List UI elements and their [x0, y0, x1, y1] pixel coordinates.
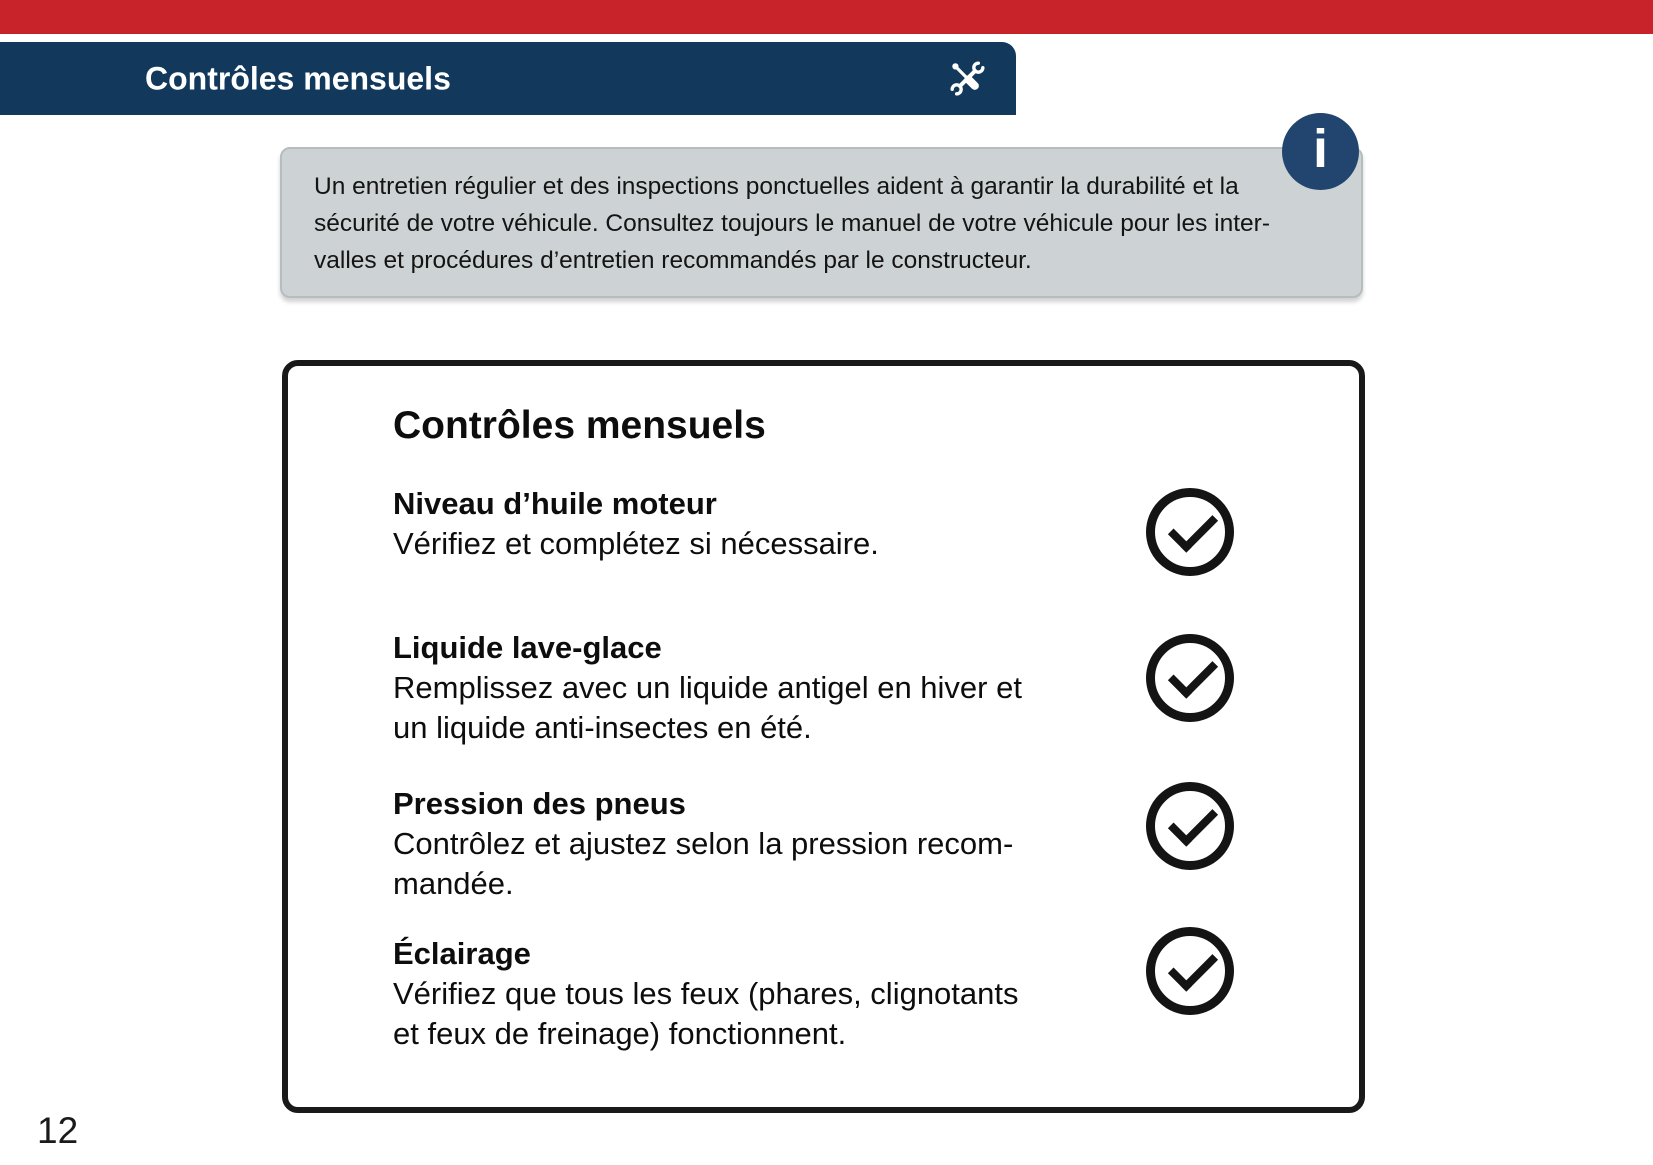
- top-accent-bar: [0, 0, 1653, 34]
- checklist-item-desc: Vérifiez et complétez si nécessaire.: [393, 526, 879, 561]
- checklist-title: Contrôles mensuels: [393, 404, 766, 447]
- checklist-item-desc: un liquide anti-insectes en été.: [393, 710, 812, 745]
- checkmark-icon: [1168, 941, 1218, 991]
- checklist-item-desc: Vérifiez que tous les feux (phares, clignotants: [393, 976, 1019, 1011]
- info-icon: [1282, 113, 1359, 190]
- checklist-item-desc: et feux de freinage) fonctionnent.: [393, 1016, 847, 1051]
- checklist-item: [393, 934, 1113, 1054]
- checklist-item-desc: mandée.: [393, 866, 514, 901]
- checklist-item: [393, 484, 1113, 564]
- screwdriver-wrench-icon: [945, 56, 990, 101]
- checklist-item-desc: Remplissez avec un liquide antigel en hiver et: [393, 670, 1022, 705]
- checkmark-icon: [1168, 796, 1218, 846]
- checklist-item-desc: Contrôlez et ajustez selon la pression recom-: [393, 826, 1014, 861]
- info-icon-letter: i: [1312, 119, 1328, 179]
- check-circle-icon: [1146, 634, 1234, 722]
- checklist-item-title: Éclairage: [393, 936, 531, 971]
- checklist-card: [282, 360, 1365, 1113]
- info-note-line: valles et procédures d’entretien recommandés par le constructeur.: [314, 247, 1032, 274]
- info-note: [280, 147, 1363, 298]
- checkmark-icon: [1168, 502, 1218, 552]
- section-header: [0, 42, 1016, 115]
- checklist-item-title: Pression des pneus: [393, 786, 686, 821]
- checkmark-icon: [1168, 648, 1218, 698]
- info-note-line: sécurité de votre véhicule. Consultez toujours le manuel de votre véhicule pour les inter-: [314, 210, 1271, 237]
- check-circle-icon: [1146, 488, 1234, 576]
- check-circle-icon: [1146, 927, 1234, 1015]
- checklist-item: [393, 628, 1113, 748]
- checklist-item-title: Liquide lave-glace: [393, 630, 662, 665]
- info-note-line: Un entretien régulier et des inspections ponctuelles aident à garantir la durabilité et la: [314, 173, 1239, 200]
- section-title: Contrôles mensuels: [145, 60, 451, 96]
- page-number: 12: [37, 1110, 79, 1151]
- checklist-item: [393, 784, 1113, 904]
- checklist-item-title: Niveau d’huile moteur: [393, 486, 717, 521]
- check-circle-icon: [1146, 782, 1234, 870]
